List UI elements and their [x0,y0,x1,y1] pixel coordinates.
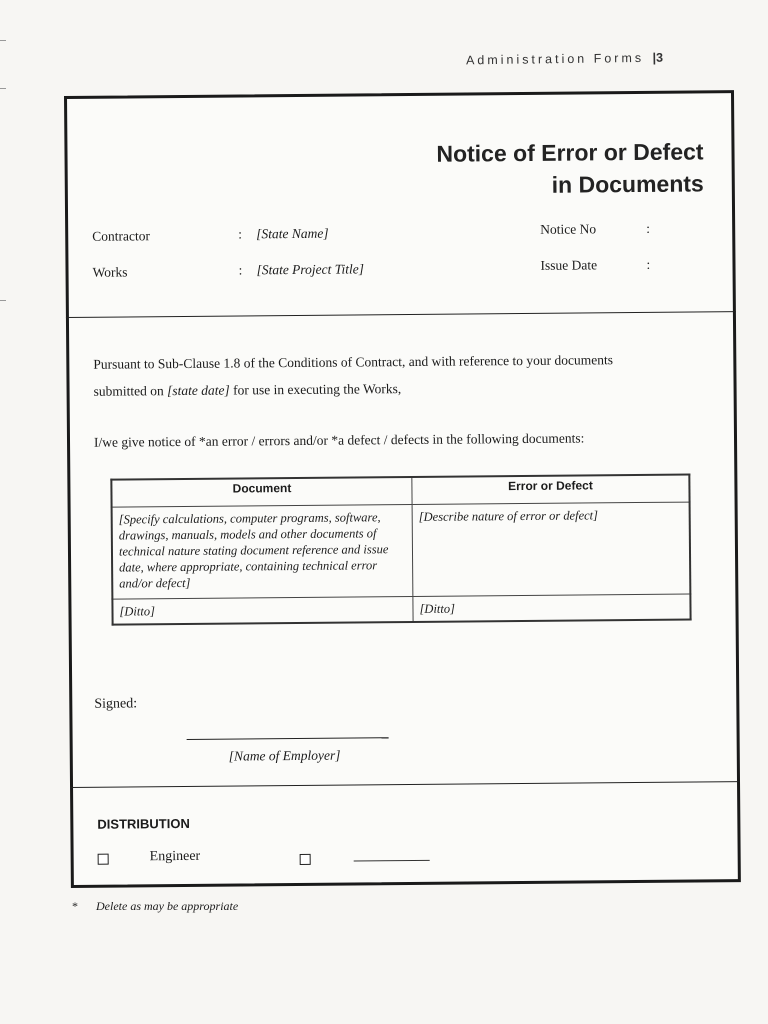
section-name: Administration Forms [465,50,645,68]
page-header [466,51,663,68]
table-cell-document: [Specify calculations, computer programs, software, drawings, manuals, models and other documents of technical nature stating document reference and issue date, where appropriate, containing technical error and/or defect] [112,504,413,599]
notice-statement: I/we give notice of *an error / errors and/or *a defect / defects in the following documents: [93,430,585,450]
pursuant-line1: Pursuant to Sub-Clause 1.8 of the Conditions of Contract, and with reference to your documents [93,352,614,372]
footnote [72,899,238,914]
form-title-line1: Notice of Error or Defect [436,138,704,167]
footnote-marker: * [72,899,78,913]
form-title [436,135,704,201]
notice-no-colon: : [646,220,651,236]
other-recipient-checkbox[interactable] [300,854,311,865]
form-title-line2: in Documents [551,170,704,198]
page-number: 3 [655,50,664,65]
distribution-title: DISTRIBUTION [97,815,190,832]
footnote-text: Delete as may be appropriate [96,899,239,913]
works-label: Works [92,264,128,280]
header-divider [66,311,736,318]
contractor-label: Contractor [92,228,151,244]
contractor-colon: : [238,226,243,242]
distribution-divider [70,781,740,788]
works-value: [State Project Title] [256,261,365,278]
works-colon: : [238,262,243,278]
issue-date-colon: : [646,256,651,272]
column-header-error: Error or Defect [412,475,690,505]
issue-date-label: Issue Date [540,257,598,273]
state-date-placeholder: [state date] [167,382,230,399]
pursuant-line2-end: for use in executing the Works, [229,381,402,398]
pursuant-line2-start: submitted on [93,383,168,399]
header-separator: | [652,50,657,65]
employer-name-placeholder: [Name of Employer] [228,747,341,764]
contractor-value: [State Name] [256,225,329,242]
table-row [112,502,691,599]
signed-label: Signed: [94,696,138,712]
engineer-checkbox[interactable] [98,854,109,865]
table-cell-error: [Ditto] [413,594,691,622]
table-cell-document: [Ditto] [112,596,413,624]
column-header-document: Document [111,477,412,507]
pursuant-paragraph [93,345,709,404]
document-table [110,474,691,626]
other-recipient-blank [354,860,430,862]
engineer-label: Engineer [149,848,201,865]
signature-line [187,737,389,740]
table-row [112,594,690,625]
form-frame [64,90,741,888]
notice-no-label: Notice No [540,221,597,237]
table-cell-error: [Describe nature of error or defect] [412,502,690,596]
pursuant-line2 [93,372,709,404]
